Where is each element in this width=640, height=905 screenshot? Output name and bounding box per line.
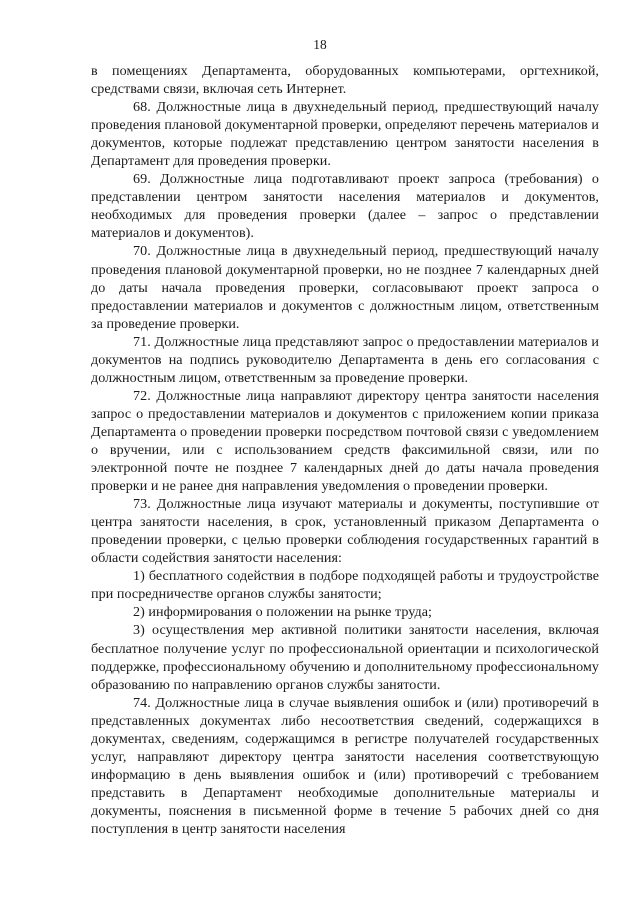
paragraph-73-item-1: 1) бесплатного содействия в подборе подходящей работы и трудоустройстве при посредничестве органов службы занятости; [91, 568, 599, 603]
paragraph-68: 68. Должностные лица в двухнедельный период, предшествующий началу проведения плановой документарной проверки, определяют перечень материалов и документов, которые подлежат представлению центром занятости населения в Департамент для проведения проверки. [91, 99, 599, 170]
paragraph-73: 73. Должностные лица изучают материалы и документы, поступившие от центра занятости населения, в срок, установленный приказом Департамента о проведении проверки, с целью проверки соблюдения государственных гарантий в области содействия занятости населения: [91, 496, 599, 567]
paragraph-continuation: в помещениях Департамента, оборудованных компьютерами, оргтехникой, средствами связи, включая сеть Интернет. [91, 63, 599, 98]
paragraph-70: 70. Должностные лица в двухнедельный период, предшествующий началу проведения плановой документарной проверки, но не позднее 7 календарных дней до даты начала проведения проверки, согласовывают проект запроса о предоставлении материалов и документов с должностным лицом, ответственным за проведение проверки. [91, 243, 599, 332]
paragraph-73-item-3: 3) осуществления мер активной политики занятости населения, включая бесплатное получение услуг по профессиональной ориентации и психологической поддержке, профессиональному обучению и дополнительному профессиональному образованию по направлению органов службы занятости. [91, 622, 599, 693]
paragraph-72: 72. Должностные лица направляют директору центра занятости населения запрос о предоставлении материалов и документов с приложением копии приказа Департамента о проведении проверки посредством почтовой связи с уведомлением о вручении, или с использованием средств факсимильной связи, или по электронной почте не позднее 7 календарных дней до даты начала проведения проверки и не ранее дня направления уведомления о проведении проверки. [91, 387, 599, 495]
paragraph-73-item-2: 2) информирования о положении на рынке труда; [133, 604, 432, 621]
paragraph-74: 74. Должностные лица в случае выявления ошибок и (или) противоречий в представленных документах либо несоответствия сведений, содержащихся в документах, сведениям, содержащимся в регистре получателей государственных услуг, направляют директору центра занятости населения соответствующую информацию в день выявления ошибок и (или) противоречий с требованием представить в Департамент необходимые дополнительные материалы и документы, пояснения в письменной форме в течение 5 рабочих дней со дня поступления в центр занятости населения [91, 694, 599, 837]
document-body [91, 62, 599, 838]
paragraph-69: 69. Должностные лица подготавливают проект запроса (требования) о представлении центром занятости населения материалов и документов, необходимых для проведения проверки (далее – запрос о представлении материалов и документов). [91, 171, 599, 242]
paragraph-71: 71. Должностные лица представляют запрос о предоставлении материалов и документов на подпись руководителю Департамента в день его согласования с должностным лицом, ответственным за проведение проверки. [91, 333, 599, 386]
page-number: 18 [313, 37, 327, 52]
